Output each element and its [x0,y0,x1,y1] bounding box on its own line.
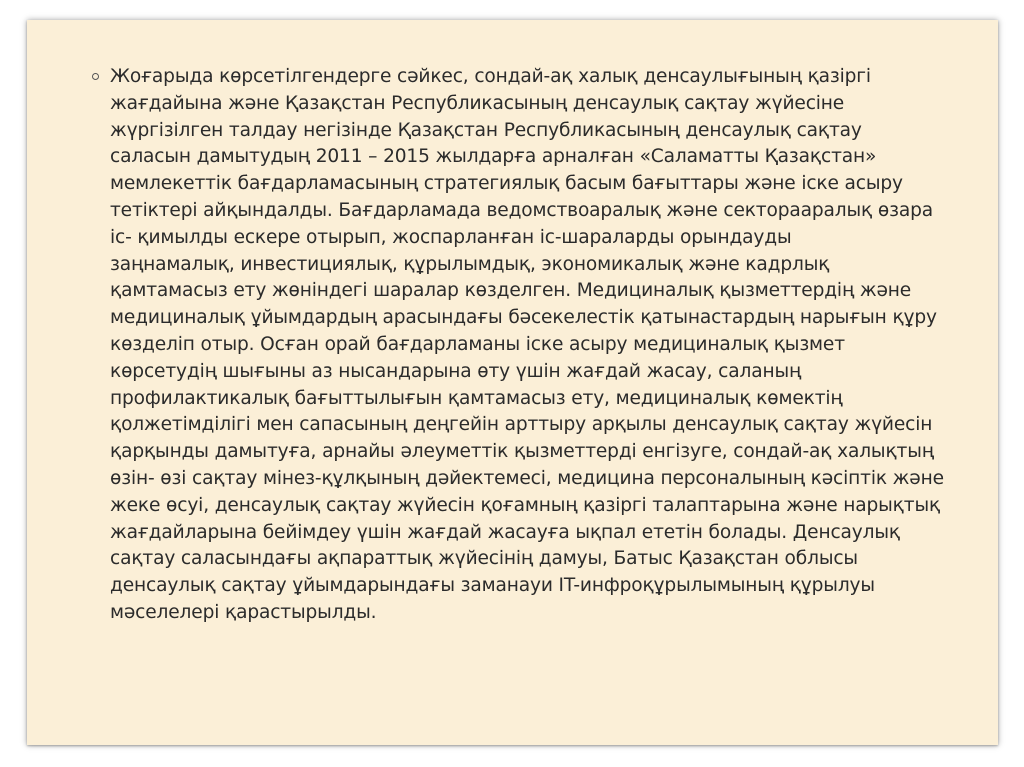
paragraph-line: Жоғарыда көрсетілгендерге сәйкес, сондай-ақ халық денсаулығының қазіргі [110,66,871,87]
paragraph-line: қарқынды дамытуға, арнайы әлеуметтік қызметтерді енгізуге, сондай-ақ халықтың [110,441,934,463]
slide [27,20,998,745]
paragraph-line: қамтамасыз ету жөніндегі шаралар көзделген. Медициналық қызметтердің және [110,280,912,302]
paragraph-line: көзделіп отыр. Осған орай бағдарламаны іске асыру медициналық қызмет [110,333,845,355]
paragraph-line: жүргізілген талдау негізінде Қазақстан Республикасының денсаулық сақтау [110,119,862,141]
paragraph-line: заңнамалық, инвестициялық, құрылымдық, экономикалық және кадрлық [110,253,830,275]
paragraph-line: жағдайына және Қазақстан Республикасының денсаулық сақтау жүйесіне [110,92,845,114]
bullet-circle-icon [92,73,99,80]
paragraph-line: медициналық ұйымдардың арасындағы бәсекелестік қатынастардың нарығын құру [110,307,937,329]
paragraph-line: профилактикалық бағыттылығын қамтамасыз ету, медициналық көмектің [110,387,843,409]
paragraph-line: сақтау саласындағы ақпараттық жүйесінің дамуы, Батыс Қазақстан облысы [110,548,858,570]
paragraph-line: тетіктері айқындалды. Бағдарламада ведомствоаралық және секторааралық өзара [110,199,933,221]
paragraph-line: қолжетімділігі мен сапасының деңгейін арттыру арқылы денсаулық сақтау жүйесін [110,414,933,436]
paragraph-line: жеке өсуі, денсаулық сақтау жүйесін қоғамның қазіргі талаптарына және нарықтық [110,494,941,516]
paragraph-line: өзін- өзі сақтау мінез-құлқының дәйектемесі, медицина персоналының кәсіптік және [110,467,944,489]
paragraph-text [110,64,944,627]
paragraph-line: жағдайларына бейімдеу үшін жағдай жасауға ықпал ететін болады. Денсаулық [110,521,900,543]
paragraph-line: іс- қимылды ескере отырып, жоспарланған іс-шараларды орындауды [110,226,792,248]
paragraph-line: мемлекеттік бағдарламасының стратегиялық басым бағыттары және іске асыру [110,173,903,195]
paragraph-line: көрсетудің шығыны аз нысандарына өту үшін жағдай жасау, саланың [110,360,802,382]
paragraph-line: саласын дамытудың 2011 – 2015 жылдарға арналған «Саламатты Қазақстан» [110,146,877,168]
paragraph-line: мәселелері қарастырылды. [110,601,377,623]
paragraph-line: денсаулық сақтау ұйымдарындағы заманауи IT-инфроқұрылымының құрылуы [110,575,875,597]
